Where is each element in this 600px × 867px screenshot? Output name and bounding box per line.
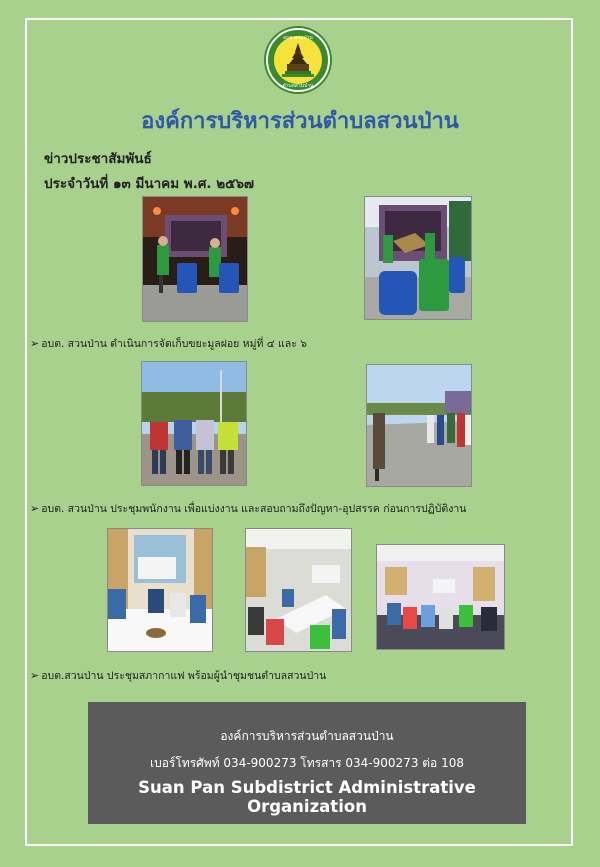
photo-garbage-truck-2 [364, 196, 472, 320]
logo-bottom-text: ตำบลสวนป่าน [282, 83, 314, 89]
caption-coffee-meeting [30, 667, 326, 684]
logo-top-text: อบต.สวนป่าน [283, 35, 313, 41]
caption-text: อบต. สวนป่าน ประชุมพนักงาน เพื่อแบ่งงาน และสอบถามถึงปัญหา-อุปสรรค ก่อนการปฏิบัติงาน [41, 503, 467, 515]
photo-coffee-meeting-1 [107, 528, 213, 652]
logo-emblem [274, 36, 322, 84]
caption-text: อบต.สวนป่าน ประชุมสภากาแฟ พร้อมผู้นำชุมชนตำบลสวนป่าน [41, 670, 327, 682]
organization-logo [266, 28, 330, 92]
photo-coffee-meeting-2 [245, 528, 352, 652]
news-date: ประจำวันที่ ๑๓ มีนาคม พ.ศ. ๒๕๖๗ [44, 176, 255, 192]
footer-org-thai: องค์การบริหารส่วนตำบลสวนป่าน [220, 729, 394, 743]
arrow-bullet-icon: ➢ [30, 337, 40, 350]
photo-staff-meeting-1 [141, 361, 247, 486]
photo-staff-meeting-2 [366, 364, 472, 487]
caption-garbage-collection [30, 335, 307, 352]
caption-text: อบต. สวนป่าน ดำเนินการจัดเก็บขยะมูลฝอย หมู่ที่ ๔ และ ๖ [41, 338, 307, 350]
photo-garbage-truck-1 [142, 196, 248, 322]
page-title: องค์การบริหารส่วนตำบลสวนป่าน [141, 109, 459, 134]
arrow-bullet-icon: ➢ [30, 502, 40, 515]
photo-coffee-meeting-3 [376, 544, 505, 650]
footer-contact: เบอร์โทรศัพท์ 034-900273 โทรสาร 034-900273 ต่อ 108 [150, 756, 464, 770]
arrow-bullet-icon: ➢ [30, 669, 40, 682]
news-heading: ข่าวประชาสัมพันธ์ [44, 151, 152, 167]
pagoda-icon [274, 36, 322, 84]
footer-org-english: Suan Pan Subdistrict Administrative Organization [138, 778, 476, 816]
contact-footer [88, 702, 526, 824]
caption-staff-meeting [30, 500, 466, 517]
